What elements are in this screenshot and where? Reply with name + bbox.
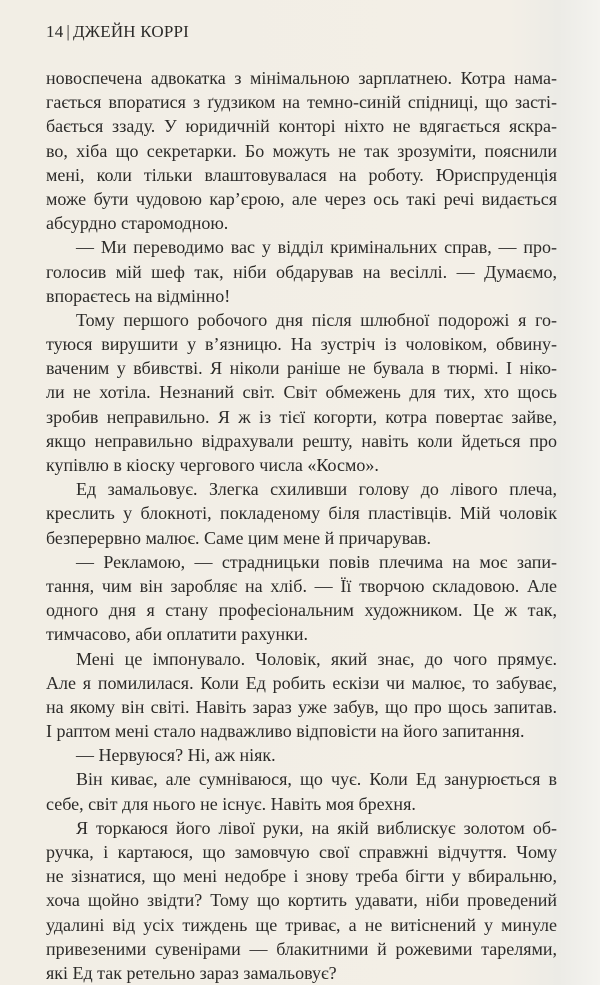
text-line: якщо неправильно відрахували решту, навіть коли йдеться про [46, 430, 557, 451]
text-line: удалині від усіх тиждень ще триває, а не витіснений у минуле [46, 914, 557, 935]
text-line: І раптом мені стало надважливо відповісти на його запитання. [46, 721, 525, 742]
text-line: Ед замальовує. Злегка схиливши голову до лівого плеча, [76, 479, 557, 500]
author-name: ДЖЕЙН КОРРІ [73, 22, 189, 41]
text-line: туюся вирушити у в’язницю. На зустріч із чоловіком, обвину- [46, 334, 557, 355]
text-line: голосив мій шеф так, ніби обдарував на весіллі. — Думаємо, [46, 261, 557, 282]
paragraph [46, 647, 557, 744]
paragraph [46, 816, 557, 985]
paragraph [46, 235, 557, 308]
text-line: не зізнатися, що мені недобре і знову треба бігти у вбиральню, [46, 866, 557, 887]
page-number: 14 [46, 22, 64, 41]
running-header [46, 22, 189, 42]
text-line: абсурдно старомодною. [46, 213, 229, 234]
header-separator: | [66, 22, 71, 41]
text-line: Але я помилилася. Коли Ед робить ескізи чи малює, то забуває, [46, 672, 557, 693]
text-line: може бути чудовою кар’єрою, але через ось такі речі видається [46, 188, 557, 209]
text-line: — Нервуюся? Ні, аж ніяк. [76, 745, 276, 766]
text-line: Мені це імпонувало. Чоловік, який знає, до чого прямує. [76, 648, 557, 669]
text-line: Він киває, але сумніваюся, що чує. Коли Ед занурюється в [76, 769, 557, 790]
text-line: во, хіба що секретарки. Бо можуть не так зрозуміти, пояснили [46, 140, 557, 161]
text-line: одного дня я стану професіональним художником. Це ж так, [46, 600, 557, 621]
paragraph [46, 767, 557, 815]
text-line: ли не хотіла. Незнаний світ. Світ обмежень для тих, хто щось [46, 382, 557, 403]
paragraph [46, 308, 557, 477]
paragraph [46, 550, 557, 647]
text-line: купівлю в кіоску чергового числа «Космо». [46, 455, 379, 475]
text-line: тимчасово, аби оплатити рахунки. [46, 624, 309, 645]
text-line: — Рекламою, — страдницьки повів плечима на моє запи- [76, 551, 557, 572]
text-line: на якому він світі. Навіть зараз уже забув, що про щось запитав. [46, 696, 557, 717]
text-line: хоча щойно звідти? Тому що кортить удавати, ніби проведений [46, 890, 557, 911]
text-line: тання, чим він заробляє на хліб. — Її творчою складовою. Але [46, 575, 557, 596]
text-line: бається ззаду. У юридичній конторі ніхто не вдягається яскра- [46, 116, 557, 137]
text-line: безперервно малює. Саме цим мене й причарував. [46, 527, 432, 548]
text-line: ваченим у вбивстві. Я ніколи раніше не бувала в тюрмі. І ніко- [46, 358, 557, 379]
paragraph [46, 477, 557, 550]
text-line: Тому першого робочого дня після шлюбної подорожі я го- [76, 309, 557, 330]
text-line: — Ми переводимо вас у відділ кримінальних справ, — про- [76, 237, 557, 258]
text-line: гається впоратися з ґудзиком на темно-синій спідниці, що засті- [46, 92, 557, 113]
text-line: зробив неправильно. Я ж із тієї когорти, котра повертає зайве, [46, 406, 557, 427]
text-line: новоспечена адвокатка з мінімальною зарплатнею. Котра нама- [46, 68, 557, 88]
paragraph [46, 66, 557, 235]
text-line: мені, коли тільки влаштовувалася на роботу. Юриспруденція [46, 164, 557, 185]
paragraph [46, 743, 557, 767]
text-line: ручка, і картаюся, що замовчую свої справжні відчуття. Чому [46, 842, 557, 862]
text-line: креслить у блокноті, покладеному біля пластівців. Мій чоловік [46, 503, 557, 524]
text-line: себе, світ для нього не існує. Навіть моя брехня. [46, 793, 416, 814]
text-line: привезеними сувенірами — блакитними й рожевими тарелями, [46, 938, 557, 959]
text-line: впораєтесь на відмінно! [46, 285, 231, 306]
text-line: які Ед так ретельно зараз замальовує? [46, 962, 337, 983]
page-body-text [46, 66, 557, 985]
text-line: Я торкаюся його лівої руки, на якій виблискує золотом об- [76, 817, 557, 838]
